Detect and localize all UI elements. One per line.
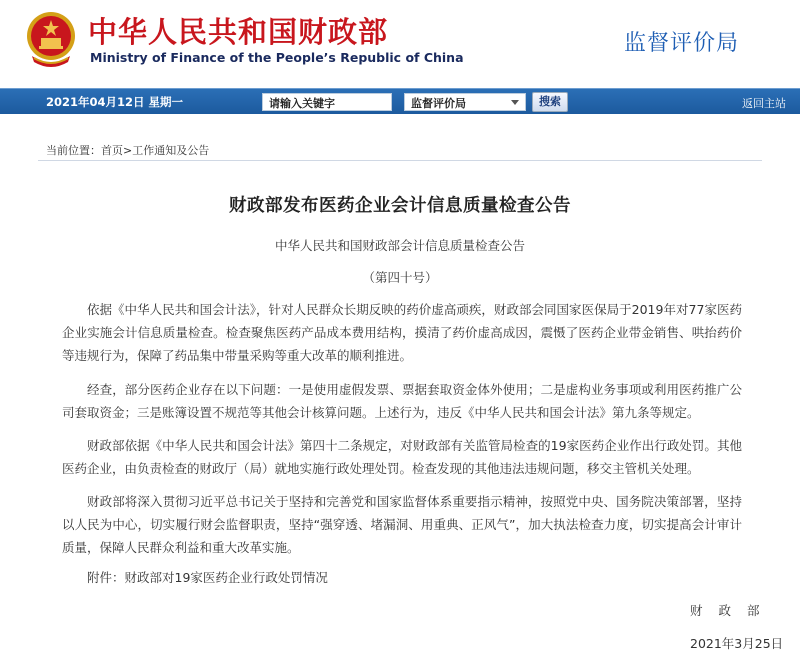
search-scope-value: 监督评价局: [411, 97, 466, 110]
article-paragraph: 依据《中华人民共和国会计法》，针对人民群众长期反映的药价虚高顽疾，财政部会同国家医保局于2019年对77家医药企业实施会计信息质量检查。检查聚焦医药产品成本费用结构，摸清了药价虚高成因，震慑了医药企业带金销售、哄抬药价等违规行为，保障了药品集中带量采购等重大改革的顺利推进。: [62, 302, 742, 363]
article-paragraph: 财政部依据《中华人民共和国会计法》第四十二条规定，对财政部有关监管局检查的19家医药企业作出行政处罚。其他医药企业，由负责检查的财政厅（局）就地实施行政处理处罚。检查发现的其他违法违规问题，移交主管机关处理。: [62, 438, 742, 476]
current-date: 2021年04月12日 星期一: [46, 95, 184, 109]
search-input[interactable]: 请输入关键字: [262, 93, 392, 111]
article-paragraph: 财政部将深入贯彻习近平总书记关于坚持和完善党和国家监督体系重要指示精神，按照党中央、国务院决策部署，坚持以人民为中心，切实履行财会监督职责，坚持“强穿透、堵漏洞、用重典、正风气”，加大执法检查力度，切实提高会计审计质量，保障人民群众利益和重大改革实施。: [62, 494, 742, 555]
article-paragraph: 经查，部分医药企业存在以下问题：一是使用虚假发票、票据套取资金体外使用；二是虚构业务事项或利用医药推广公司套取资金；三是账簿设置不规范等其他会计核算问题。上述行为，违反《中华人民共和国会计法》第九条等规定。: [62, 382, 742, 420]
bureau-name[interactable]: 监督评价局: [624, 31, 740, 56]
search-button[interactable]: 搜索: [532, 92, 568, 112]
article-subtitle: 中华人民共和国财政部会计信息质量检查公告: [274, 238, 525, 253]
national-emblem-icon[interactable]: [24, 8, 78, 70]
site-header: [0, 0, 800, 84]
article-issue-number: （第四十号）: [362, 270, 438, 285]
breadcrumb[interactable]: 当前位置：首页>工作通知及公告: [46, 144, 210, 157]
article-title: 财政部发布医药企业会计信息质量检查公告: [229, 196, 571, 216]
divider: [38, 160, 762, 161]
sign-date: 2021年3月25日: [690, 636, 784, 651]
back-to-main-site-link[interactable]: 返回主站: [742, 97, 786, 110]
top-navbar: [0, 88, 800, 114]
ministry-name-cn[interactable]: 中华人民共和国财政部: [88, 15, 389, 49]
search-scope-select[interactable]: [404, 93, 526, 111]
chevron-down-icon: [511, 100, 519, 105]
signer: 财 政 部: [690, 603, 766, 618]
attachment-link[interactable]: 附件：财政部对19家医药企业行政处罚情况: [87, 570, 328, 585]
ministry-name-en: Ministry of Finance of the People’s Republic of China: [90, 50, 464, 65]
